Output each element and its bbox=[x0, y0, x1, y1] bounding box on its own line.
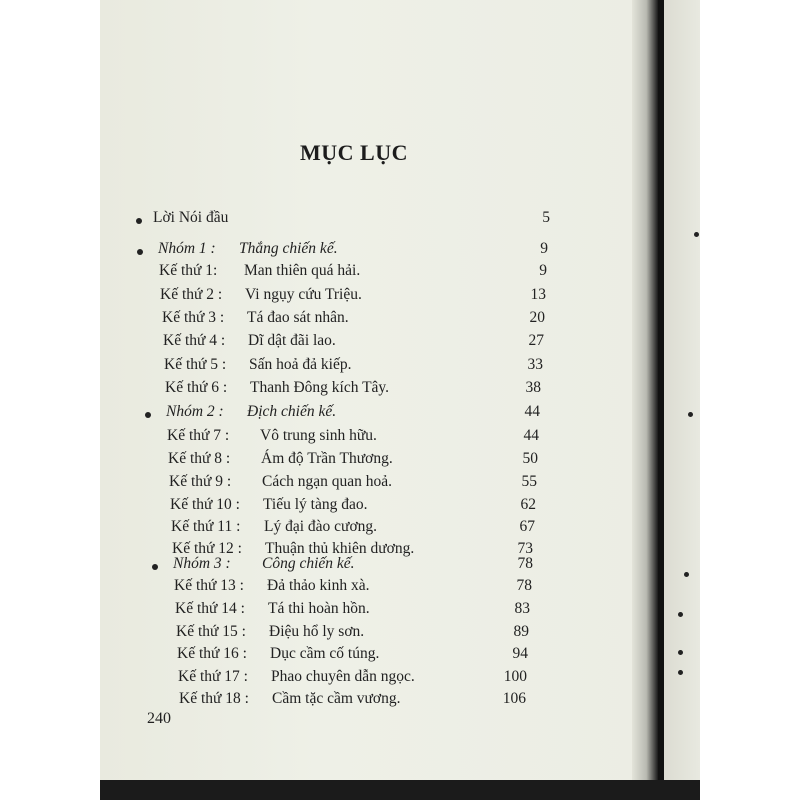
toc-label: Kế thứ 13 : bbox=[174, 577, 244, 594]
toc-label: Nhóm 2 : bbox=[166, 403, 224, 420]
toc-title: Điệu hổ ly sơn. bbox=[269, 623, 365, 640]
toc-label: Kế thứ 11 : bbox=[171, 518, 241, 535]
bullet-icon bbox=[136, 218, 142, 224]
toc-page-number: 33 bbox=[527, 356, 543, 373]
toc-label: Kế thứ 10 : bbox=[170, 496, 240, 513]
toc-label: Kế thứ 12 : bbox=[172, 540, 242, 557]
toc-page-number: 9 bbox=[540, 240, 548, 257]
adjacent-bullet-icon bbox=[678, 612, 683, 617]
toc-label: Kế thứ 3 : bbox=[162, 309, 225, 326]
toc-label: Kế thứ 15 : bbox=[176, 623, 246, 640]
toc-title: Thuận thủ khiên dương. bbox=[265, 540, 415, 557]
toc-title: Ám độ Trần Thương. bbox=[261, 450, 393, 467]
toc-page-number: 67 bbox=[519, 518, 535, 535]
toc-title: Thanh Đông kích Tây. bbox=[250, 379, 390, 396]
toc-page-number: 55 bbox=[521, 473, 537, 490]
toc-page-number: 89 bbox=[513, 623, 529, 640]
adjacent-page-edge bbox=[664, 0, 700, 782]
toc-label: Kế thứ 18 : bbox=[179, 690, 249, 707]
page-number: 240 bbox=[147, 710, 171, 727]
toc-title: Lời Nói đầu bbox=[153, 209, 229, 226]
toc-page-number: 100 bbox=[503, 668, 527, 685]
toc-page-number: 5 bbox=[542, 209, 550, 226]
toc-title: Đả thảo kinh xà. bbox=[267, 577, 370, 594]
toc-title: Địch chiến kế. bbox=[247, 403, 337, 420]
toc-title: Lý đại đào cương. bbox=[264, 518, 378, 535]
toc-page-number: 78 bbox=[517, 555, 533, 572]
toc-label: Kế thứ 16 : bbox=[177, 645, 247, 662]
toc-page-number: 78 bbox=[516, 577, 532, 594]
toc-title: Cầm tặc cầm vương. bbox=[272, 690, 401, 707]
toc-label: Kế thứ 8 : bbox=[168, 450, 231, 467]
toc-title: Vi ngụy cứu Triệu. bbox=[245, 286, 362, 303]
bullet-icon bbox=[145, 412, 151, 418]
toc-label: Kế thứ 14 : bbox=[175, 600, 245, 617]
toc-title: Dĩ dật đãi lao. bbox=[248, 332, 336, 349]
adjacent-bullet-icon bbox=[684, 572, 689, 577]
toc-page-number: 73 bbox=[517, 540, 533, 557]
toc-label: Kế thứ 5 : bbox=[164, 356, 227, 373]
bullet-icon bbox=[137, 249, 143, 255]
toc-label: Kế thứ 7 : bbox=[167, 427, 230, 444]
toc-label: Nhóm 3 : bbox=[173, 555, 231, 572]
toc-label: Kế thứ 6 : bbox=[165, 379, 228, 396]
book-bottom-edge bbox=[100, 780, 700, 800]
adjacent-bullet-icon bbox=[688, 412, 693, 417]
toc-label: Kế thứ 17 : bbox=[178, 668, 248, 685]
toc-title: Vô trung sinh hữu. bbox=[260, 427, 377, 444]
toc-title: Cách ngạn quan hoả. bbox=[262, 473, 392, 490]
toc-label: Kế thứ 1: bbox=[159, 262, 218, 279]
toc-page-number: 44 bbox=[524, 403, 540, 420]
toc-page-number: 20 bbox=[529, 309, 545, 326]
toc-title: Tiếu lý tàng đao. bbox=[263, 496, 368, 513]
toc-page-number: 27 bbox=[528, 332, 544, 349]
toc-title: Sấn hoả đả kiếp. bbox=[249, 356, 352, 373]
toc-title: Công chiến kế. bbox=[262, 555, 355, 572]
toc-page-number: 106 bbox=[502, 690, 526, 707]
toc-title: Tá thi hoàn hồn. bbox=[268, 600, 370, 617]
adjacent-bullet-icon bbox=[678, 670, 683, 675]
toc-page-number: 9 bbox=[539, 262, 547, 279]
page-title: MỤC LỤC bbox=[300, 140, 408, 165]
toc-title: Thắng chiến kế. bbox=[239, 240, 338, 257]
toc-page-number: 44 bbox=[523, 427, 539, 444]
toc-label: Nhóm 1 : bbox=[158, 240, 216, 257]
toc-page-number: 13 bbox=[530, 286, 546, 303]
toc-page-number: 83 bbox=[514, 600, 530, 617]
toc-label: Kế thứ 4 : bbox=[163, 332, 226, 349]
adjacent-bullet-icon bbox=[694, 232, 699, 237]
bullet-icon bbox=[152, 564, 158, 570]
toc-title: Tá đao sát nhân. bbox=[247, 309, 349, 326]
toc-title: Phao chuyên dẫn ngọc. bbox=[271, 668, 415, 685]
toc-title: Dục cầm cố túng. bbox=[270, 645, 380, 662]
toc-title: Man thiên quá hải. bbox=[244, 262, 361, 279]
toc-page-number: 50 bbox=[522, 450, 538, 467]
toc-page-number: 62 bbox=[520, 496, 536, 513]
toc-page-number: 38 bbox=[525, 379, 541, 396]
toc-label: Kế thứ 9 : bbox=[169, 473, 232, 490]
book-spine-shadow bbox=[632, 0, 658, 782]
adjacent-bullet-icon bbox=[678, 650, 683, 655]
toc-page-number: 94 bbox=[512, 645, 528, 662]
toc-label: Kế thứ 2 : bbox=[160, 286, 223, 303]
